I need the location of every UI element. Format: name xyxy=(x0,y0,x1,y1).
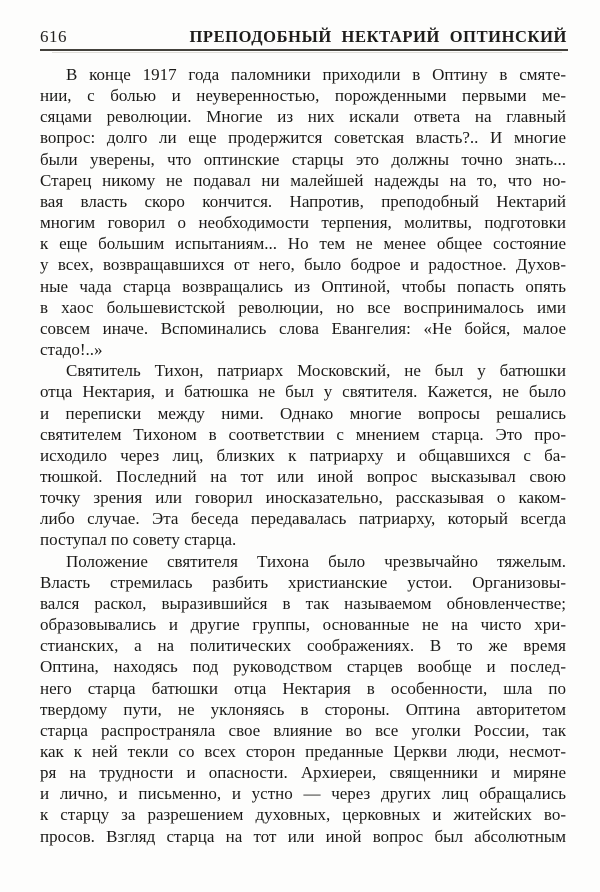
text-line: Власть стремилась разбить христианские устои. Организовы- xyxy=(40,572,566,592)
page-number: 616 xyxy=(40,27,67,46)
text-line: точку зрения или говорил иносказательно, рассказывая о каком- xyxy=(40,488,566,508)
text-line: в хаос большевистской революции, но все воспринималось ими xyxy=(40,297,566,317)
text-line: и переписки между ними. Однако многие вопросы решались xyxy=(40,403,566,423)
text-line: него старца батюшки отца Нектария в особенности, шла по xyxy=(40,678,566,698)
text-line: нии, с болью и неуверенностью, порожденными первыми ме- xyxy=(40,86,566,106)
text-line: у всех, возвращавшихся от него, было бодрое и радостное. Духов- xyxy=(40,255,566,275)
text-line: Святитель Тихон, патриарх Московский, не был у батюшки xyxy=(66,361,566,381)
text-line: к еще большим испытаниям... Но тем не менее общее состояние xyxy=(40,234,566,254)
text-line: Оптина, находясь под руководством старцев вообще и послед- xyxy=(40,657,566,677)
text-line: вая власть скоро кончится. Напротив, преподобный Нектарий xyxy=(40,191,566,211)
text-line: ные чада старца возвращались из Оптиной, чтобы попасть опять xyxy=(40,276,566,296)
text-line: стадо!..» xyxy=(40,340,103,360)
running-header xyxy=(40,27,567,47)
text-line: сяцами революции. Многие из них искали ответа на главный xyxy=(40,107,566,127)
text-line: стианских, а на политических соображениях. В то же время xyxy=(40,636,566,656)
header-rule xyxy=(40,49,568,51)
paragraph xyxy=(40,360,566,550)
text-line: вался раскол, выразившийся в так называемом обновленчестве; xyxy=(40,593,566,613)
text-line: Положение святителя Тихона было чрезвычайно тяжелым. xyxy=(66,551,566,571)
text-line: вопрос: долго ли еще продержится советская власть?.. И многие xyxy=(40,128,566,148)
text-line: Старец никому не подавал ни малейшей надежды на то, что но- xyxy=(40,170,566,190)
page-body xyxy=(40,64,566,847)
text-line: совсем иначе. Вспоминались слова Евангелия: «Не бойся, малое xyxy=(40,318,566,338)
text-line: ря на трудности и опасности. Архиереи, священники и миряне xyxy=(40,763,566,783)
text-line: твердому пути, не уклоняясь в стороны. Оптина авторитетом xyxy=(40,699,566,719)
text-line: просов. Взгляд старца на тот или иной вопрос был абсолютным xyxy=(40,826,566,846)
header-rule-scan-artifact xyxy=(52,52,562,53)
running-title: ПРЕПОДОБНЫЙ НЕКТАРИЙ ОПТИНСКИЙ xyxy=(189,27,567,46)
text-line: либо случае. Эта беседа передавалась патриарху, который всегда xyxy=(40,509,566,529)
text-line: исходило через лиц, близких к патриарху и общавшихся с ба- xyxy=(40,445,566,465)
text-line: как к ней текли со всех сторон преданные Церкви люди, несмот- xyxy=(40,742,566,761)
text-line: были уверены, что оптинские старцы это должны точно знать... xyxy=(40,149,566,169)
text-line: тюшкой. Последний на тот или иной вопрос высказывал свою xyxy=(40,466,566,486)
text-line: и лично, и письменно, и устно — через других лиц обращались xyxy=(40,784,566,804)
text-line: В конце 1917 года паломники приходили в Оптину в смяте- xyxy=(66,65,566,84)
text-line: к старцу за разрешением духовных, церковных и житейских во- xyxy=(40,805,566,825)
text-line: святителем Тихоном в соответствии с мнением старца. Это про- xyxy=(40,424,566,444)
text-line: отца Нектария, и батюшка не был у святителя. Кажется, не было xyxy=(40,382,566,402)
text-line: старца распространяла свое влияние во все уголки России, так xyxy=(40,720,566,740)
paragraph xyxy=(40,64,566,360)
paragraph xyxy=(40,551,566,847)
text-line: поступал по совету старца. xyxy=(40,530,237,550)
text-line: образовывались и другие группы, основанные не на чисто хри- xyxy=(40,615,566,635)
text-line: многим говорил о необходимости терпения, молитвы, подготовки xyxy=(40,213,566,233)
